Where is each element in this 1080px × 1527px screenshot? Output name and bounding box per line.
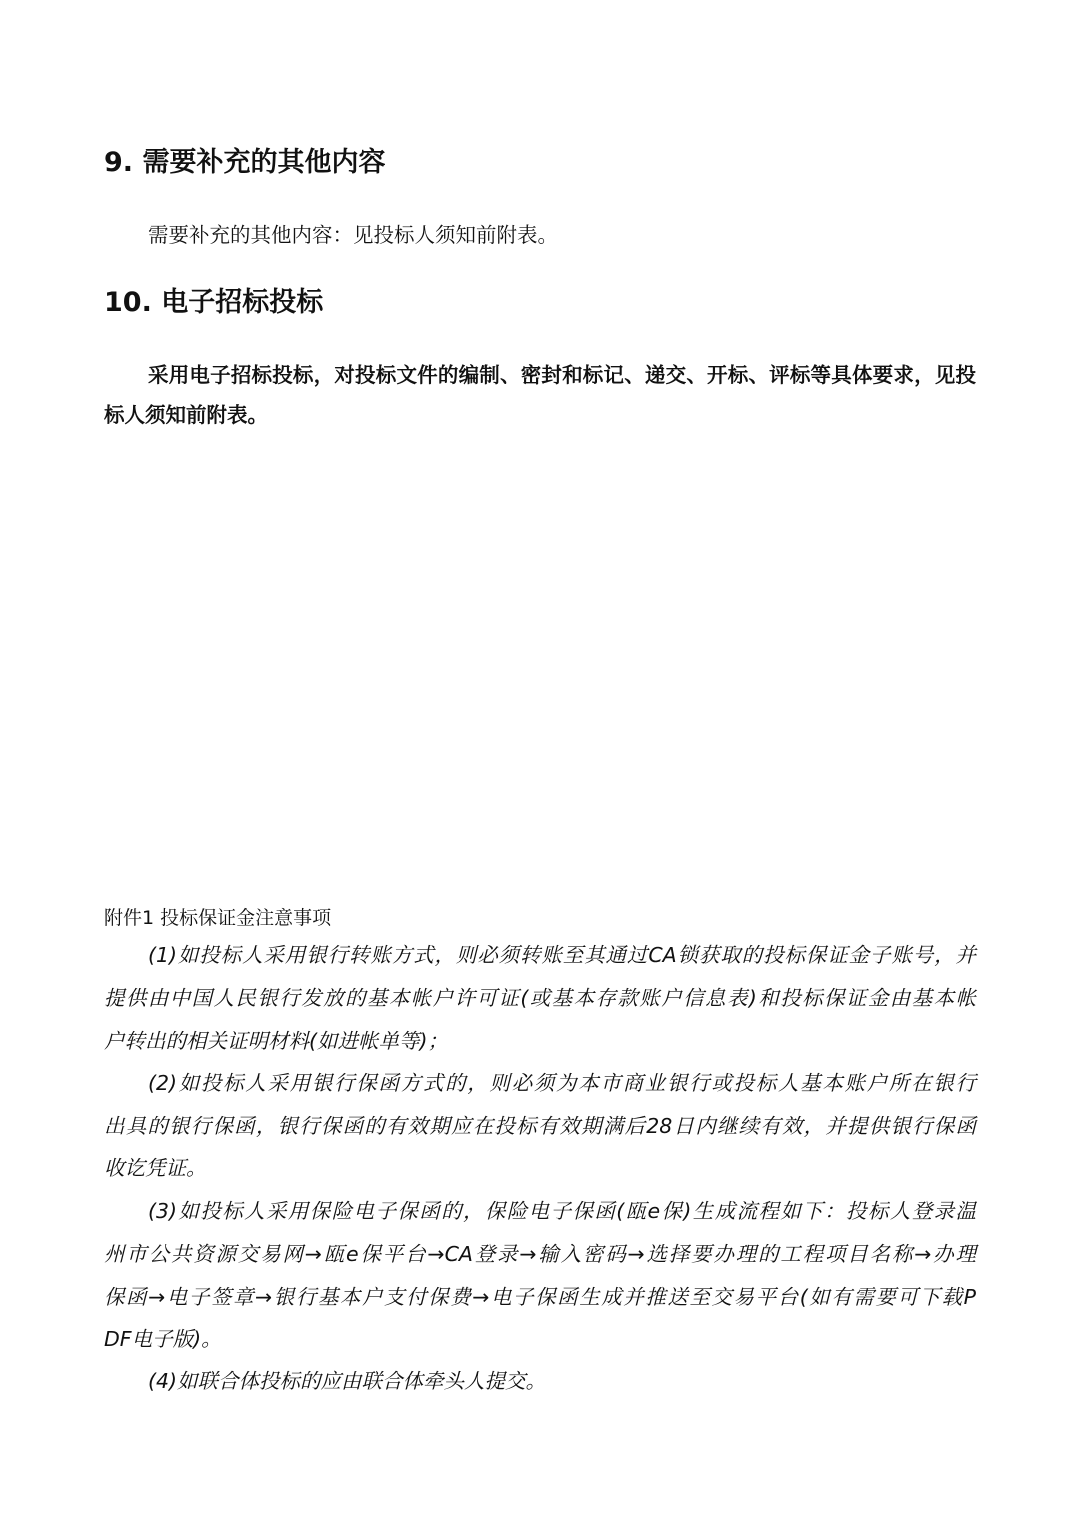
annex-line: 出具的银行保函，银行保函的有效期应在投标有效期满后28日内继续有效，并提供银行保函 bbox=[104, 1114, 976, 1138]
annex-line: (2)如投标人采用银行保函方式的，则必须为本市商业银行或投标人基本账户所在银行 bbox=[148, 1071, 976, 1095]
section-9-paragraph: 需要补充的其他内容：见投标人须知前附表。 bbox=[148, 223, 558, 247]
annex-line: 提供由中国人民银行发放的基本帐户许可证(或基本存款账户信息表)和投标保证金由基本帐 bbox=[104, 986, 976, 1010]
annex-line: 保函→电子签章→银行基本户支付保费→电子保函生成并推送至交易平台(如有需要可下载P bbox=[104, 1285, 976, 1309]
annex-line: (4)如联合体投标的应由联合体牵头人提交。 bbox=[148, 1369, 547, 1393]
annex-line: 州市公共资源交易网→瓯e保平台→CA登录→输入密码→选择要办理的工程项目名称→办理 bbox=[104, 1242, 976, 1266]
section-10-heading: 10. 电子招标投标 bbox=[104, 287, 324, 318]
section-10-line: 标人须知前附表。 bbox=[104, 403, 268, 427]
annex-line: 收讫凭证。 bbox=[104, 1156, 207, 1180]
annex-line: (1)如投标人采用银行转账方式，则必须转账至其通过CA锁获取的投标保证金子账号，并 bbox=[148, 943, 976, 967]
section-10-line: 采用电子招标投标，对投标文件的编制、密封和标记、递交、开标、评标等具体要求，见投 bbox=[148, 363, 976, 387]
annex-title: 附件1 投标保证金注意事项 bbox=[104, 907, 332, 929]
section-9-heading: 9. 需要补充的其他内容 bbox=[104, 147, 386, 178]
annex-line: DF电子版)。 bbox=[104, 1327, 222, 1351]
annex-line: (3)如投标人采用保险电子保函的，保险电子保函(瓯e保)生成流程如下：投标人登录温 bbox=[148, 1199, 976, 1223]
annex-line: 户转出的相关证明材料(如进帐单等)； bbox=[104, 1029, 448, 1053]
